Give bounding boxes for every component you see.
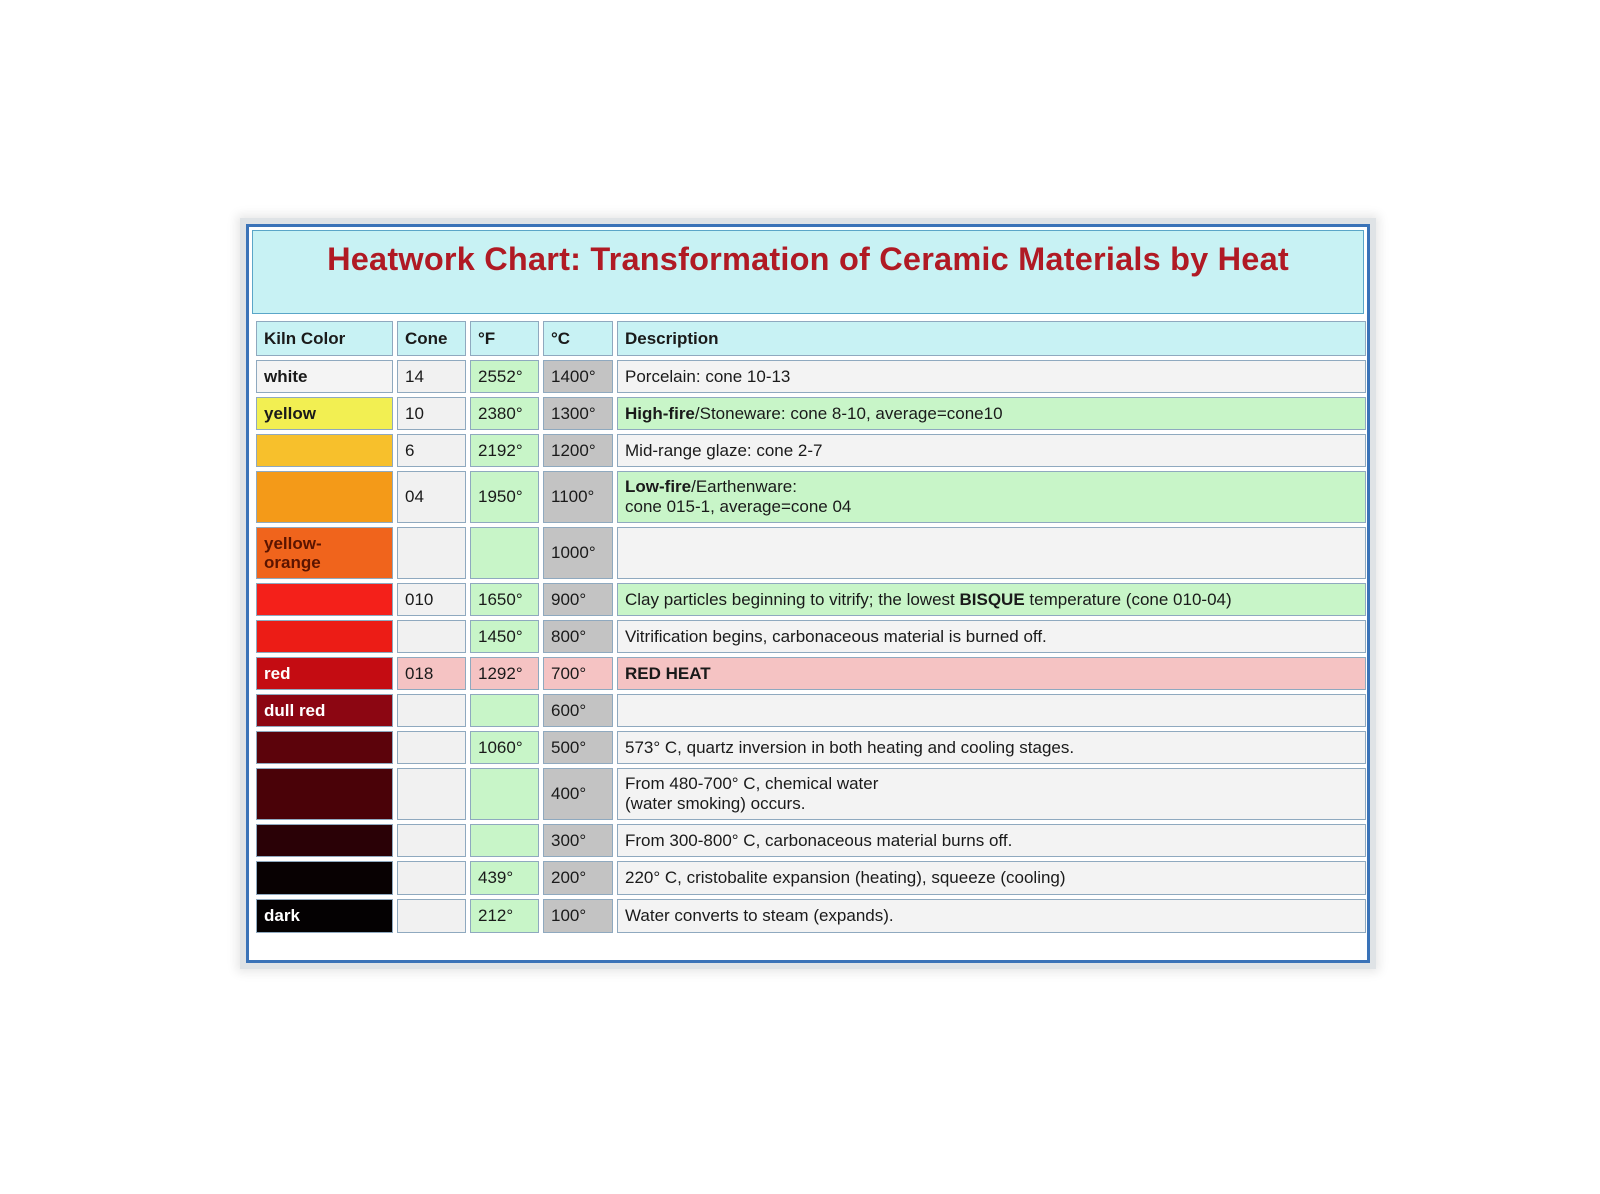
description-cell (617, 471, 1366, 523)
fahrenheit-cell: 2192° (470, 434, 539, 467)
fahrenheit-cell: 212° (470, 899, 539, 933)
celsius-cell: 100° (543, 899, 613, 933)
kiln-color-swatch (256, 360, 393, 393)
fahrenheit-cell (470, 824, 539, 857)
table-row (256, 620, 1366, 653)
cone-cell: 10 (397, 397, 466, 430)
celsius-cell: 200° (543, 861, 613, 895)
chart-title: Heatwork Chart: Transformation of Ceramic Materials by Heat (327, 241, 1289, 277)
fahrenheit-cell: 1450° (470, 620, 539, 653)
table-row (256, 899, 1366, 933)
kiln-color-label: yellow (264, 403, 316, 423)
kiln-color-label: red (264, 663, 291, 683)
table-row (256, 360, 1366, 393)
cone-cell (397, 620, 466, 653)
fahrenheit-cell: 2552° (470, 360, 539, 393)
fahrenheit-cell: 1060° (470, 731, 539, 764)
kiln-color-swatch (256, 899, 393, 933)
kiln-color-swatch (256, 731, 393, 764)
header-kiln-color: Kiln Color (256, 321, 393, 356)
description-bold-text: Low-fire (625, 477, 692, 496)
description-text-line2: (water smoking) occurs. (625, 794, 806, 813)
description-cell (617, 768, 1366, 820)
kiln-color-swatch (256, 471, 393, 523)
description-text: temperature (cone 010-04) (1024, 589, 1232, 609)
fahrenheit-cell: 2380° (470, 397, 539, 430)
cone-cell (397, 731, 466, 764)
cone-cell: 04 (397, 471, 466, 523)
description-cell (617, 360, 1366, 393)
fahrenheit-cell: 1650° (470, 583, 539, 616)
celsius-cell: 600° (543, 694, 613, 727)
description-cell (617, 583, 1366, 616)
description-text: Water converts to steam (expands). (625, 906, 894, 925)
heatwork-table (252, 317, 1370, 937)
fahrenheit-cell (470, 694, 539, 727)
description-text: /Earthenware: (691, 477, 797, 496)
header-description: Description (617, 321, 1366, 356)
header-row (256, 321, 1366, 356)
description-text: Mid-range glaze: cone 2-7 (625, 440, 823, 460)
header-celsius: °C (543, 321, 613, 356)
table-row (256, 583, 1366, 616)
description-bold-text: High-fire (625, 403, 695, 423)
description-text: Vitrification begins, carbonaceous material is burned off. (625, 626, 1047, 646)
description-cell (617, 657, 1366, 690)
fahrenheit-cell: 1292° (470, 657, 539, 690)
description-cell (617, 397, 1366, 430)
table-row (256, 768, 1366, 820)
cone-cell (397, 694, 466, 727)
table-row (256, 694, 1366, 727)
chart-frame (246, 224, 1370, 963)
kiln-color-swatch (256, 527, 393, 579)
celsius-cell: 900° (543, 583, 613, 616)
celsius-cell: 800° (543, 620, 613, 653)
celsius-cell: 1200° (543, 434, 613, 467)
title-band (252, 230, 1364, 314)
cone-cell: 14 (397, 360, 466, 393)
cone-cell (397, 899, 466, 933)
chart-poster (240, 218, 1376, 969)
kiln-color-swatch (256, 768, 393, 820)
description-text: From 480-700° C, chemical water (625, 774, 879, 793)
cone-cell (397, 527, 466, 579)
celsius-cell: 400° (543, 768, 613, 820)
description-text: 573° C, quartz inversion in both heating and cooling stages. (625, 737, 1075, 757)
description-bold-text: RED HEAT (625, 663, 711, 683)
kiln-color-label: dark (264, 906, 300, 925)
kiln-color-label-line2: orange (264, 553, 321, 572)
celsius-cell: 700° (543, 657, 613, 690)
fahrenheit-cell (470, 768, 539, 820)
description-text: 220° C, cristobalite expansion (heating), squeeze (cooling) (625, 868, 1066, 887)
description-cell (617, 694, 1366, 727)
cone-cell (397, 768, 466, 820)
description-cell (617, 824, 1366, 857)
kiln-color-swatch (256, 434, 393, 467)
description-text: Clay particles beginning to vitrify; the lowest (625, 589, 960, 609)
kiln-color-swatch (256, 397, 393, 430)
description-text-line2: cone 015-1, average=cone 04 (625, 497, 852, 516)
kiln-color-label: dull red (264, 700, 326, 720)
description-cell (617, 731, 1366, 764)
kiln-color-swatch (256, 620, 393, 653)
table-row (256, 657, 1366, 690)
kiln-color-swatch (256, 657, 393, 690)
kiln-color-swatch (256, 861, 393, 895)
celsius-cell: 300° (543, 824, 613, 857)
description-cell (617, 861, 1366, 895)
description-bold-text: BISQUE (959, 589, 1025, 609)
celsius-cell: 1300° (543, 397, 613, 430)
description-text: /Stoneware: cone 8-10, average=cone10 (694, 403, 1003, 423)
fahrenheit-cell: 1950° (470, 471, 539, 523)
table-row (256, 397, 1366, 430)
celsius-cell: 1100° (543, 471, 613, 523)
cone-cell: 018 (397, 657, 466, 690)
celsius-cell: 1400° (543, 360, 613, 393)
table-row (256, 824, 1366, 857)
header-cone: Cone (397, 321, 466, 356)
description-cell (617, 527, 1366, 579)
table-row (256, 434, 1366, 467)
cone-cell: 010 (397, 583, 466, 616)
cone-cell (397, 824, 466, 857)
fahrenheit-cell: 439° (470, 861, 539, 895)
description-cell (617, 899, 1366, 933)
table-row (256, 861, 1366, 895)
kiln-color-label-line1: yellow- (264, 534, 322, 553)
description-cell (617, 434, 1366, 467)
cone-cell: 6 (397, 434, 466, 467)
kiln-color-swatch (256, 694, 393, 727)
fahrenheit-cell (470, 527, 539, 579)
kiln-color-swatch (256, 824, 393, 857)
celsius-cell: 500° (543, 731, 613, 764)
description-cell (617, 620, 1366, 653)
celsius-cell: 1000° (543, 527, 613, 579)
kiln-color-swatch (256, 583, 393, 616)
table-row (256, 471, 1366, 523)
description-text: From 300-800° C, carbonaceous material burns off. (625, 830, 1013, 850)
kiln-color-label: white (264, 366, 308, 386)
table-row (256, 731, 1366, 764)
header-fahrenheit: °F (470, 321, 539, 356)
cone-cell (397, 861, 466, 895)
table-row (256, 527, 1366, 579)
description-text: Porcelain: cone 10-13 (625, 366, 791, 386)
